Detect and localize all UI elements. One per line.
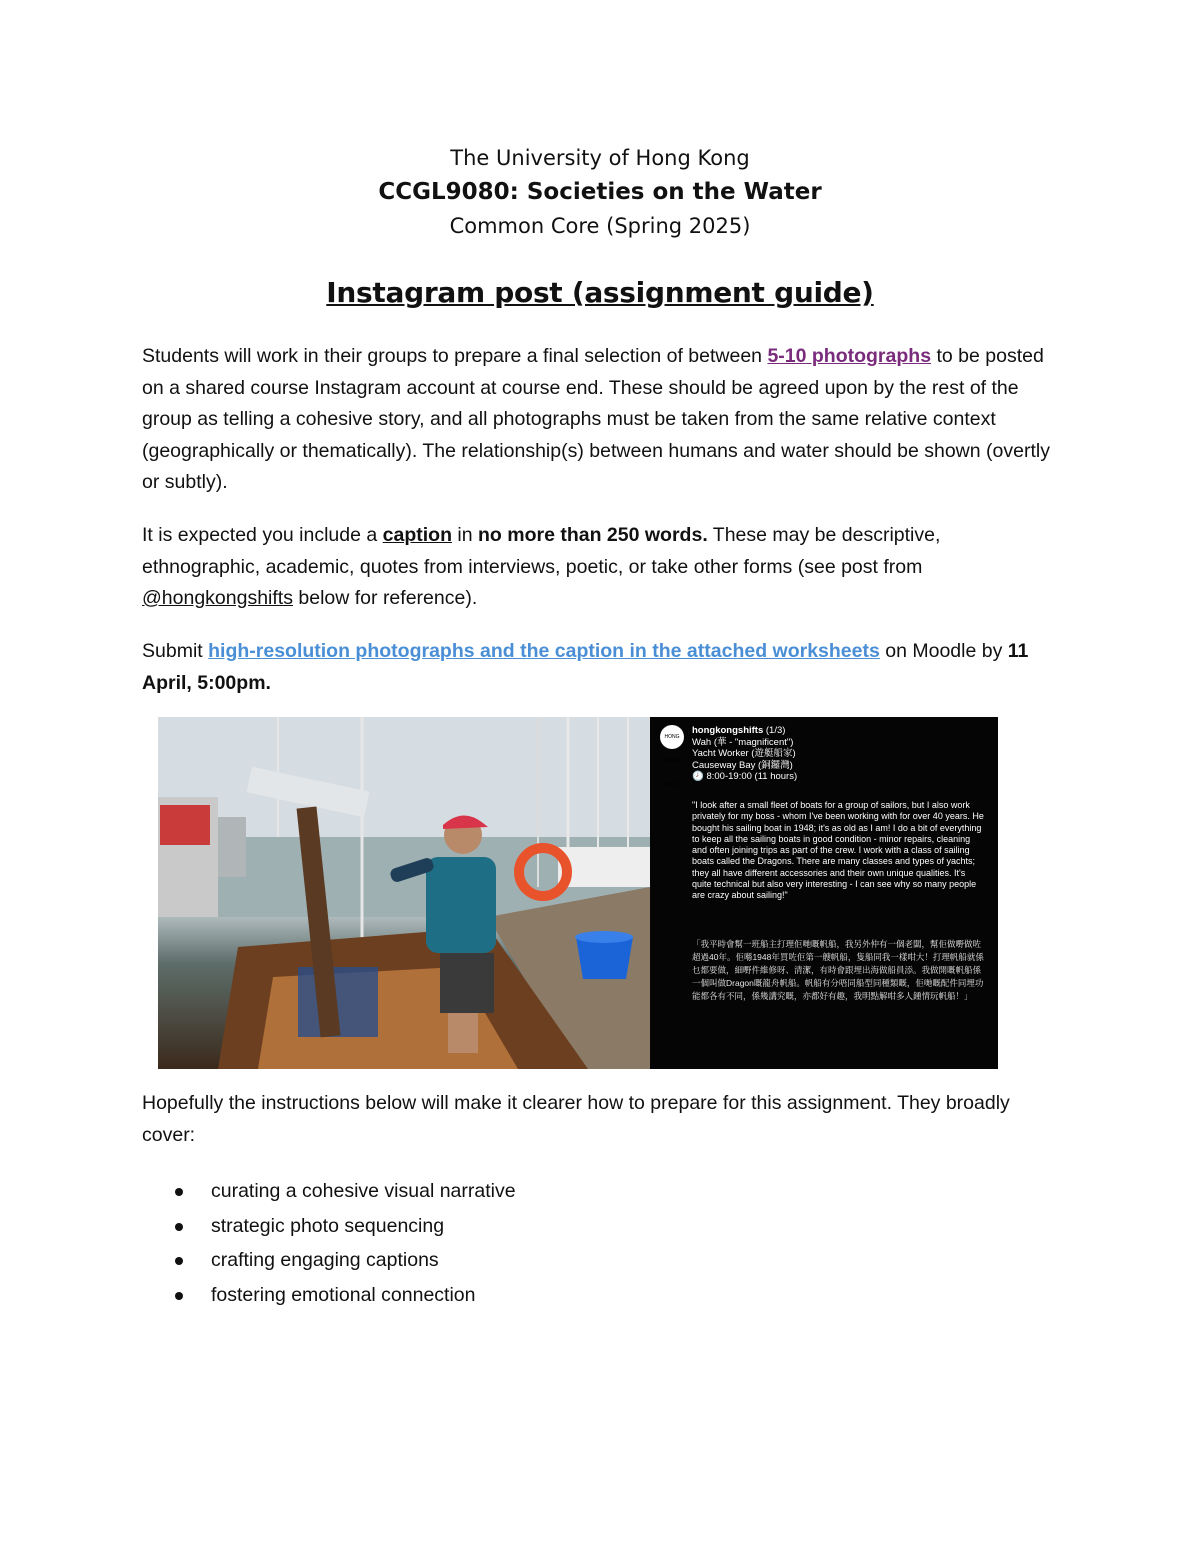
course-title: CCGL9080: Societies on the Water (378, 179, 822, 205)
avatar-text: HONG KONG SHIFTS (663, 734, 681, 788)
instagram-caption-panel (650, 717, 998, 1069)
bullet-icon (175, 1292, 183, 1300)
sailor-photo-illustration (158, 717, 650, 1069)
instructions-intro: Hopefully the instructions below will make it clearer how to prepare for this assignment. They broadly cover: (142, 1092, 1010, 1146)
university-name: The University of Hong Kong (450, 146, 750, 170)
caption-text-end: below for reference). (292, 587, 478, 609)
bullet-icon (175, 1188, 183, 1196)
hongkongshifts-avatar (660, 725, 684, 788)
list-item-text: strategic photo sequencing (211, 1214, 445, 1237)
photographs-link[interactable]: 5-10 photographs (767, 345, 932, 367)
caption-text-mid: in (452, 524, 479, 546)
caption-paragraph (142, 520, 1052, 615)
post-handle: hongkongshifts (692, 725, 764, 736)
post-counter: (1/3) (763, 725, 786, 736)
list-item-text: crafting engaging captions (211, 1249, 439, 1271)
subject-location: Causeway Bay (銅鑼灣) (692, 759, 793, 771)
worksheets-link[interactable]: high-resolution photographs and the caption in the attached worksheets (208, 640, 880, 662)
list-item (175, 1209, 975, 1244)
course-term: Common Core (Spring 2025) (449, 214, 751, 238)
intro-text-start: Students will work in their groups to prepare a final selection of between (142, 345, 768, 367)
list-item (175, 1243, 975, 1278)
bullet-icon (175, 1223, 183, 1231)
caption-text-start: It is expected you include a (142, 524, 383, 546)
post-header (692, 725, 988, 783)
quote-chinese: 「我平時會幫一班船主打理佢哋嘅帆船，我另外仲有一個老闆，幫佢做嘢做咗超過40年。佢喺1948年買咗佢第一艘帆船，隻船同我一樣咁大！打理帆船就係乜都要做，細嘢件維修呀、清潔，有時會跟埋出海做船員添。我做開嘅帆船係一個叫做Dragon嘅龍舟帆船。帆船有分唔同船型同種類嘅，佢哋嘅配件同埋功能都各有不同，係幾講究嘅，亦都好有趣，我明點解咁多人鍾情玩帆船！」 (692, 939, 984, 1001)
intro-paragraph (142, 341, 1052, 499)
list-item-text: fostering emotional connection (211, 1283, 476, 1306)
list-item-text: curating a cohesive visual narrative (211, 1180, 516, 1202)
instagram-post-example (158, 717, 998, 1069)
deadline: 11 April, 5:00pm. (142, 640, 1029, 694)
submit-text-mid: on Moodle by (879, 640, 1008, 662)
sailor-photo (158, 717, 650, 1069)
bullet-icon (175, 1257, 183, 1265)
quote-english: "I look after a small fleet of boats for a group of sailors, but I also work privately for my boss - whom I've been working with for over 40 years. He bought his sailing boat in 1948; it's as old as I am! I do a bit of everything to keep all the sailing boats in good condition - minor repairs, cleaning and often joining trips as part of the crew. I work with a class of sailing boats called the Dragons. There are many classes and types of yachts; they all have different accessories and their own unique qualities. It's quite technical but also very interesting - I can see why so many people are crazy about sailing!" (692, 800, 984, 901)
intro-text-end: to be posted on a shared course Instagram account at course end. These should be agreed upon by the rest of the group as telling a cohesive story, and all photographs must be taken from the same relative context (geographically or thematically). The relationship(s) between humans and water should be shown (overtly or subtly). (142, 345, 1050, 493)
hongkongshifts-handle-link[interactable]: @hongkongshifts (142, 587, 293, 609)
list-item (175, 1174, 975, 1209)
submit-text-start: Submit (142, 640, 209, 662)
submission-paragraph (142, 636, 1052, 699)
caption-keyword: caption (382, 524, 452, 546)
list-item (175, 1278, 975, 1313)
subject-hours: 🕗 8:00-19:00 (11 hours) (692, 771, 798, 782)
post-handle-line (692, 725, 988, 737)
subject-name: Wah (華 - "magnificent") (692, 736, 794, 748)
word-limit: no more than 250 words. (478, 524, 708, 546)
caption-text-after: These may be descriptive, ethnographic, academic, quotes from interviews, poetic, or take other forms (see post from (142, 524, 941, 578)
page-title: Instagram post (assignment guide) (326, 276, 874, 309)
instructions-list (175, 1174, 975, 1312)
subject-role: Yacht Worker (遊艇船家) (692, 748, 796, 759)
